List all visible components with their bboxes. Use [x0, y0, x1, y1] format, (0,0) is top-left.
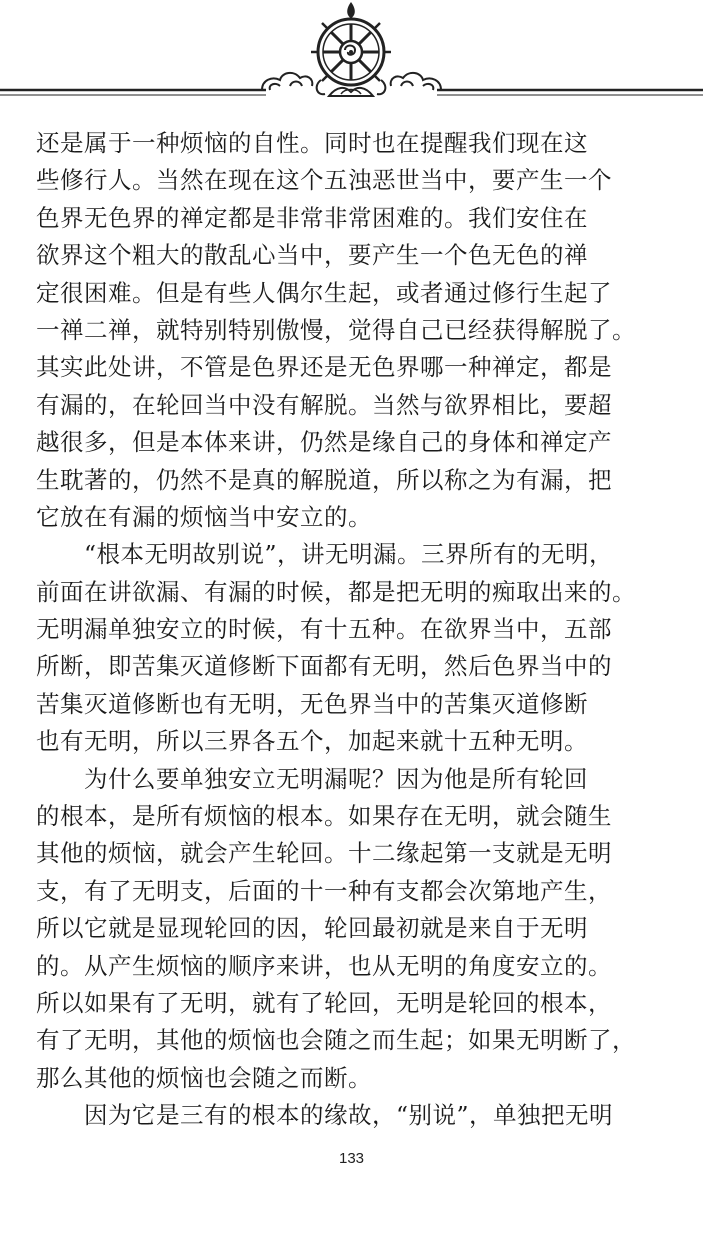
- text-line: 所断，即苦集灭道修断下面都有无明，然后色界当中的: [36, 652, 612, 681]
- text-line: 其实此处讲，不管是色界还是无色界哪一种禅定，都是: [36, 353, 612, 382]
- text-line: 支，有了无明支，后面的十一种有支都会次第地产生，: [36, 876, 612, 905]
- text-line: 有了无明，其他的烦恼也会随之而生起；如果无明断了，: [36, 1026, 636, 1055]
- paragraph-start-line: “根本无明故别说”，讲无明漏。三界所有的无明，: [84, 540, 614, 569]
- text-line: 有漏的，在轮回当中没有解脱。当然与欲界相比，要超: [36, 390, 612, 419]
- body-text: [36, 125, 666, 1135]
- text-line: 其他的烦恼，就会产生轮回。十二缘起第一支就是无明: [36, 839, 612, 868]
- text-line: 前面在讲欲漏、有漏的时候，都是把无明的痴取出来的。: [36, 577, 636, 606]
- page-number: 133: [338, 1150, 365, 1167]
- page-header-ornament: [0, 0, 703, 110]
- text-line: 一禅二禅，就特别特别傲慢，觉得自己已经获得解脱了。: [36, 315, 636, 344]
- paragraph-start-line: 因为它是三有的根本的缘故，“别说”，单独把无明: [84, 1101, 614, 1130]
- text-line: 欲界这个粗大的散乱心当中，要产生一个色无色的禅: [36, 241, 588, 270]
- text-line: 越很多，但是本体来讲，仍然是缘自己的身体和禅定产: [36, 428, 612, 457]
- text-line: 色界无色界的禅定都是非常非常困难的。我们安住在: [36, 203, 588, 232]
- text-line: 所以它就是显现轮回的因，轮回最初就是来自于无明: [36, 914, 588, 943]
- text-line: 生耽著的，仍然不是真的解脱道，所以称之为有漏，把: [36, 465, 612, 494]
- paragraph-start-line: 为什么要单独安立无明漏呢？因为他是所有轮回: [84, 764, 588, 793]
- text-line: 的根本，是所有烦恼的根本。如果存在无明，就会随生: [36, 802, 612, 831]
- text-line: 那么其他的烦恼也会随之而断。: [36, 1063, 372, 1092]
- text-line: 所以如果有了无明，就有了轮回，无明是轮回的根本，: [36, 988, 612, 1017]
- text-line: 的。从产生烦恼的顺序来讲，也从无明的角度安立的。: [36, 951, 612, 980]
- text-line: 它放在有漏的烦恼当中安立的。: [36, 502, 372, 531]
- text-line: 苦集灭道修断也有无明，无色界当中的苦集灭道修断: [36, 689, 588, 718]
- text-line: 也有无明，所以三界各五个，加起来就十五种无明。: [36, 727, 588, 756]
- dharma-wheel-icon: [0, 0, 703, 110]
- text-line: 定很困难。但是有些人偶尔生起，或者通过修行生起了: [36, 278, 612, 307]
- text-line: 还是属于一种烦恼的自性。同时也在提醒我们现在这: [36, 129, 588, 157]
- text-line: 些修行人。当然在现在这个五浊恶世当中，要产生一个: [36, 166, 612, 195]
- text-line: 无明漏单独安立的时候，有十五种。在欲界当中，五部: [36, 615, 612, 644]
